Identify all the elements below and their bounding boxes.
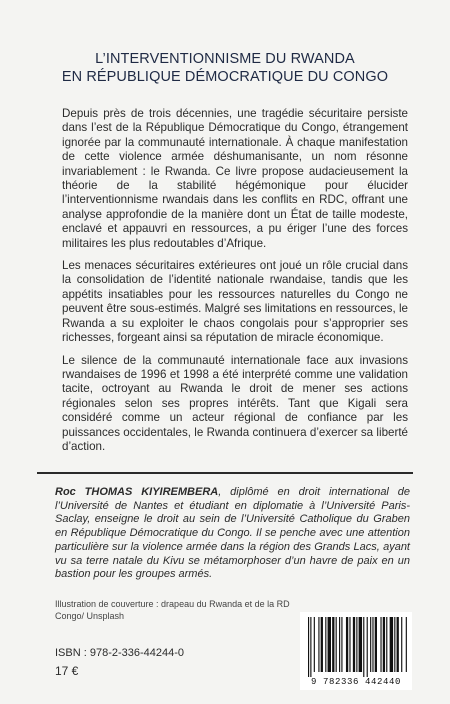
blurb [62,107,408,462]
barcode-bar [310,617,311,677]
barcode-bar [356,617,357,672]
price: 17 € [55,664,79,678]
author-bio [55,486,410,582]
barcode-bar [380,617,381,672]
barcode-bar [363,617,364,677]
cover-illustration-credit: Illustration de couverture : drapeau du Rwanda et de la RD Congo/ Unsplash [55,599,290,621]
title-line-2: EN RÉPUBLIQUE DÉMOCRATIQUE DU CONGO [61,69,389,85]
barcode-bar [318,617,319,672]
barcode [300,612,412,690]
barcode-bar [386,617,387,672]
barcode-bar [383,617,385,672]
barcode-bar [406,617,407,672]
blurb-paragraph-3: Le silence de la communauté internationale face aux invasions rwandaises de 1996 et 1998 a été interprété comme une validation tacite, octroyant au Rwanda le droit de mener ses actions régionales selon ses propres intérêts. Tant que Kigali sera considéré comme un acteur régional de confiance par les puissances occidentales, le Rwanda continuera d’exercer sa liberté d’action. [62,353,408,453]
barcode-bars [300,612,412,678]
barcode-bar [321,617,323,672]
barcode-bar [375,617,377,672]
barcode-bar [394,617,395,672]
barcode-bar [339,617,340,672]
barcode-bar [367,617,368,677]
author-name: Roc THOMAS KIYIREMBERA [55,486,219,498]
barcode-bar [346,617,348,672]
barcode-bar [325,617,326,672]
book-title [40,50,410,86]
blurb-paragraph-2: Les menaces sécuritaires extérieures ont joué un rôle crucial dans la consolidation de l’identité nationale rwandaise, tandis que les appétits insatiables pour les ressources naturelles du Congo ne peuvent être sous-estimés. Malgré ses limitations en ressources, le Rwanda a su exploiter le chaos congolais pour s’approprier ses richesses, forgeant ainsi sa réputation de miracle économique. [62,259,408,345]
barcode-bar [328,617,331,672]
barcode-bar [353,617,355,672]
title-line-1: L’INTERVENTIONNISME DU RWANDA [95,51,355,67]
barcode-bar [370,617,371,672]
blurb-paragraph-1: Depuis près de trois décennies, une tragédie sécuritaire persiste dans l’est de la République Démocratique du Congo, étrangement ignorée par la communauté internationale. À chaque manifestation de cette violence armée déshumanisante, un nom résonne invariablement : le Rwanda. Ce livre propose audacieusement la théorie de la stabilité hégémonique pour élucider l’interventionnisme rwandais dans les conflits en RDC, offrant une analyse approfondie de la manière dont un État de taille modeste, enclavé et appauvri en ressources, a pu ériger l’une des forces militaires les plus redoutables d’Afrique. [62,107,408,250]
barcode-bar [314,617,315,672]
isbn: ISBN : 978-2-336-44244-0 [55,647,185,659]
barcode-bar [390,617,393,672]
barcode-bar [349,617,350,672]
barcode-bar [341,617,342,672]
divider [37,472,413,474]
barcode-digits: 9 782336 442440 [310,677,401,687]
barcode-bar [308,617,309,677]
barcode-bar [359,617,362,672]
barcode-bar [332,617,334,672]
barcode-bar [397,617,399,672]
barcode-bar [401,617,402,672]
author-bio-text: , diplômé en droit international de l’Université de Nantes et étudiant en diplomatie à l’Université Paris-Saclay, enseigne le droit au sein de l’Université Catholique du Graben en République Démocratique du Congo. Il se penche avec une attention particulière sur la violence armée dans la région des Grands Lacs, ayant vu sa terre natale du Kivu se métamorphoser d’un havre de paix en un bastion pour les groupes armés. [55,486,410,581]
barcode-bar [336,617,337,672]
barcode-bar [372,617,373,672]
